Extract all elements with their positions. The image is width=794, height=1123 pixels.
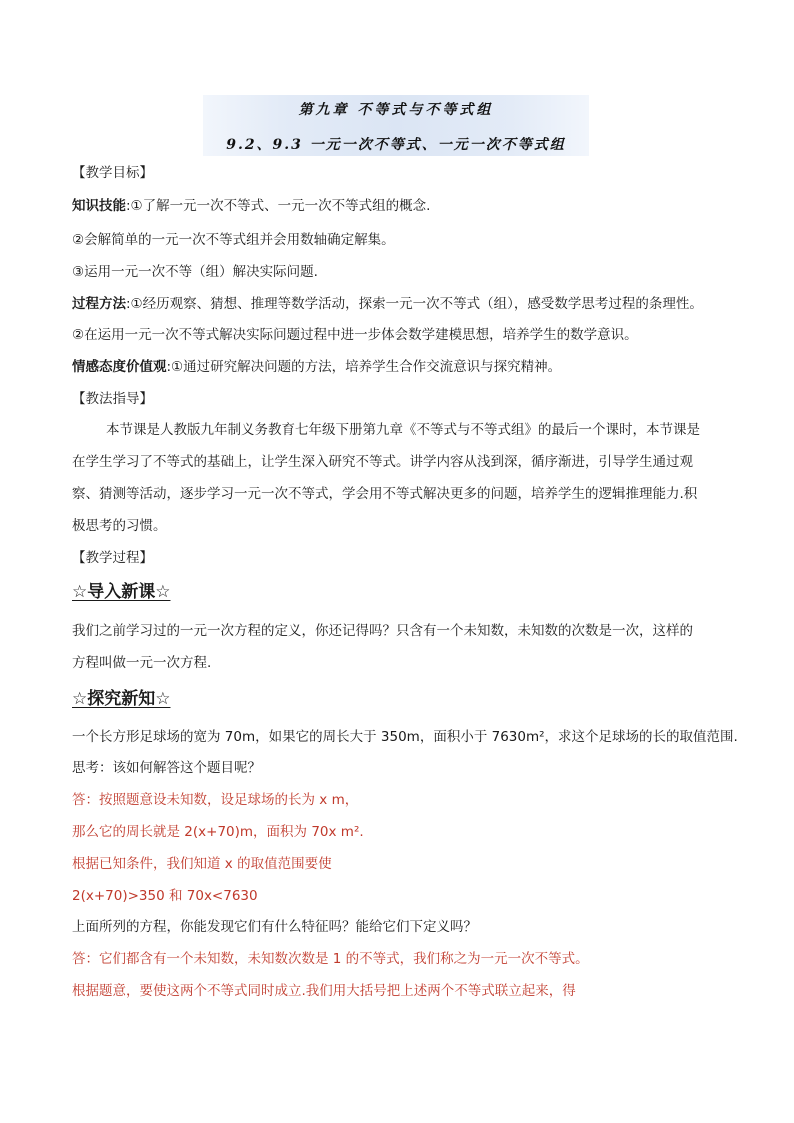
answer-line-4: 2(x+70)>350 和 70x<7630 [72,888,258,904]
problem-statement: 一个长方形足球场的宽为 70m，如果它的周长大于 350m，面积小于 7630m²，求这个足球场的长的取值范围. [72,729,738,745]
knowledge-label: 知识技能 [72,198,126,214]
knowledge-text-1: :①了解一元一次不等式、一元一次不等式组的概念. [126,198,431,214]
answer-line-6: 根据题意，要使这两个不等式同时成立.我们用大括号把上述两个不等式联立起来，得 [72,983,576,999]
process-text-1: :①经历观察、猜想、推理等数学活动，探索一元一次不等式（组），感受数学思考过程的条理性。 [126,296,703,312]
emotion-goal-1 [72,358,561,376]
answer-line-1: 答：按照题意设未知数，设足球场的长为 x m， [72,792,359,808]
feature-question: 上面所列的方程，你能发现它们有什么特征吗？能给它们下定义吗？ [72,919,477,935]
process-heading: 【教学过程】 [72,550,153,566]
answer-line-3: 根据已知条件，我们知道 x 的取值范围要使 [72,856,332,872]
guidance-para-line-4: 极思考的习惯。 [72,518,167,534]
section-title: 9.2、9.3 一元一次不等式、一元一次不等式组 [226,137,566,153]
think-question: 思考：该如何解答这个题目呢？ [72,760,261,776]
teaching-goals-heading: 【教学目标】 [72,165,153,181]
answer-line-2: 那么它的周长就是 2(x+70)m，面积为 70x m². [72,824,364,840]
emotion-text-1: :①通过研究解决问题的方法，培养学生合作交流意识与探究精神。 [166,359,562,375]
guidance-heading: 【教法指导】 [72,391,153,407]
answer-line-5: 答：它们都含有一个未知数，未知数次数是 1 的不等式，我们称之为一元一次不等式。 [72,951,589,967]
knowledge-goal-3: ③运用一元一次不等（组）解决实际问题. [72,264,318,280]
title-banner [203,95,589,156]
intro-line-2: 方程叫做一元一次方程. [72,655,212,671]
process-label: 过程方法 [72,296,126,312]
intro-line-1: 我们之前学习过的一元一次方程的定义，你还记得吗？只含有一个未知数，未知数的次数是一次，这样的 [72,623,693,639]
guidance-para-line-2: 在学生学习了不等式的基础上，让学生深入研究不等式。讲学内容从浅到深，循序渐进，引导学生通过观 [72,454,693,470]
emotion-label: 情感态度价值观 [72,359,167,375]
knowledge-goal-1 [72,197,430,215]
chapter-title: 第九章 不等式与不等式组 [298,102,494,118]
guidance-para-line-3: 察、猜测等活动，逐步学习一元一次不等式，学会用不等式解决更多的问题，培养学生的逻辑推理能力.积 [72,486,698,502]
explore-heading: ☆探究新知☆ [72,689,171,709]
guidance-para-line-1: 本节课是人教版九年制义务教育七年级下册第九章《不等式与不等式组》的最后一个课时，本节课是 [106,422,700,438]
process-goal-2: ②在运用一元一次不等式解决实际问题过程中进一步体会数学建模思想，培养学生的数学意识。 [72,327,638,343]
process-goal-1 [72,295,703,313]
knowledge-goal-2: ②会解简单的一元一次不等式组并会用数轴确定解集。 [72,232,395,248]
intro-heading: ☆导入新课☆ [72,582,171,602]
